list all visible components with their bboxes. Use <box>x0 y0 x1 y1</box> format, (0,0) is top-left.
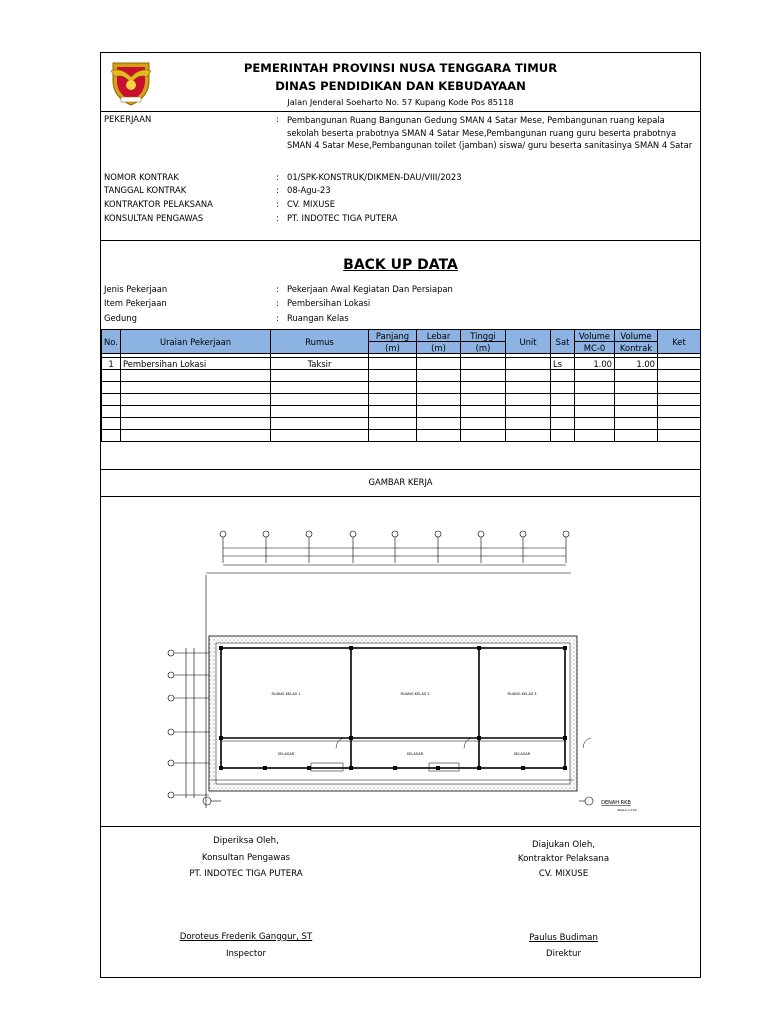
room-label: RUANG KELAS 1 <box>271 692 301 696</box>
corridor-label: SELASAR <box>277 752 295 756</box>
gedung-value: Ruangan Kelas <box>287 313 349 323</box>
pekerjaan-value: Pembangunan Ruang Bangunan Gedung SMAN 4 Satar Mese, Pembangunan ruang kepala sekolah beserta prabotnya SMAN 4 Satar Mese,Pembangunan ruang guru beserta prabotnya SMAN 4 Satar Mese,Pembangunan toilet (jamban) siswa/ guru beserta sanitasinya SMAN 4 Satar <box>287 115 693 151</box>
col-panjang: Panjang <box>369 330 417 342</box>
corridor-label: SELASAR <box>406 752 424 756</box>
item-pekerjaan-label: Item Pekerjaan <box>104 298 167 308</box>
colon: : <box>276 185 279 195</box>
sign-right-name: Paulus Budiman <box>529 933 598 943</box>
nomor-kontrak-label: NOMOR KONTRAK <box>104 172 179 182</box>
jenis-pekerjaan-value: Pekerjaan Awal Kegiatan Dan Persiapan <box>287 284 453 294</box>
colon: : <box>276 313 279 323</box>
col-no: No. <box>102 330 121 354</box>
tanggal-kontrak-label: TANGGAL KONTRAK <box>104 185 187 195</box>
col-tinggi-unit: (m) <box>461 342 506 354</box>
colon: : <box>276 284 279 294</box>
colon: : <box>276 172 279 182</box>
sign-left-line3: PT. INDOTEC TIGA PUTERA <box>189 869 303 879</box>
colon: : <box>276 298 279 308</box>
sign-left-line1: Diperiksa Oleh, <box>213 836 279 846</box>
backup-title: BACK UP DATA <box>343 257 458 273</box>
nomor-kontrak-value: 01/SPK-KONSTRUK/DIKMEN-DAU/VIII/2023 <box>287 172 462 182</box>
tanggal-kontrak-value: 08-Agu-23 <box>287 185 331 195</box>
col-tinggi: Tinggi <box>461 330 506 342</box>
pekerjaan-label: PEKERJAAN <box>104 114 152 124</box>
col-kontrak: Kontrak <box>615 342 658 354</box>
col-uraian: Uraian Pekerjaan <box>121 330 271 354</box>
konsultan-value: PT. INDOTEC TIGA PUTERA <box>287 213 398 223</box>
room-label: RUANG KELAS 2 <box>400 692 430 696</box>
col-ket: Ket <box>658 330 701 354</box>
sign-left-line2: Konsultan Pengawas <box>201 853 291 863</box>
kontraktor-value: CV. MIXUSE <box>287 199 335 209</box>
header-line-1: PEMERINTAH PROVINSI NUSA TENGGARA TIMUR <box>243 61 558 75</box>
colon: : <box>276 213 279 223</box>
col-unit: Unit <box>506 330 551 354</box>
sign-right-line1: Diajukan Oleh, <box>532 840 595 850</box>
plan-caption: DENAH RKB <box>601 800 631 806</box>
corridor-label: SELASAR <box>513 752 531 756</box>
sign-right-role: Direktur <box>546 949 581 959</box>
room-label: RUANG KELAS 3 <box>507 692 537 696</box>
table-row: 1 Pembersihan Lokasi Taksir Ls 1.00 1.00 <box>102 358 701 370</box>
colon: : <box>276 114 279 124</box>
col-rumus: Rumus <box>271 330 369 354</box>
sign-left-role: Inspector <box>225 949 267 959</box>
konsultan-label: KONSULTAN PENGAWAS <box>104 213 204 223</box>
jenis-pekerjaan-label: Jenis Pekerjaan <box>104 284 168 294</box>
item-pekerjaan-value: Pembersihan Lokasi <box>287 298 371 308</box>
floor-plan-drawing <box>161 523 641 812</box>
col-panjang-unit: (m) <box>369 342 417 354</box>
col-lebar: Lebar <box>417 330 461 342</box>
col-volume-mc0: Volume <box>575 330 615 342</box>
plan-scale: SKALA 1:100 <box>617 808 637 812</box>
colon: : <box>276 199 279 209</box>
col-mc0: MC-0 <box>575 342 615 354</box>
col-lebar-unit: (m) <box>417 342 461 354</box>
document-sheet <box>100 52 701 978</box>
backup-table <box>101 329 701 442</box>
kontraktor-label: KONTRAKTOR PELAKSANA <box>104 199 213 209</box>
sign-right-line2: Kontraktor Pelaksana <box>517 854 610 864</box>
col-volume-kontrak: Volume <box>615 330 658 342</box>
col-sat: Sat <box>551 330 575 354</box>
header-line-2: DINAS PENDIDIKAN DAN KEBUDAYAAN <box>275 79 526 93</box>
sign-right-line3: CV. MIXUSE <box>538 869 589 879</box>
sign-left-name: Doroteus Frederik Ganggur, ST <box>179 932 313 942</box>
drawing-title: GAMBAR KERJA <box>368 477 433 487</box>
gedung-label: Gedung <box>104 313 137 323</box>
header-address: Jalan Jenderal Soeharto No. 57 Kupang Kode Pos 85118 <box>287 97 514 107</box>
